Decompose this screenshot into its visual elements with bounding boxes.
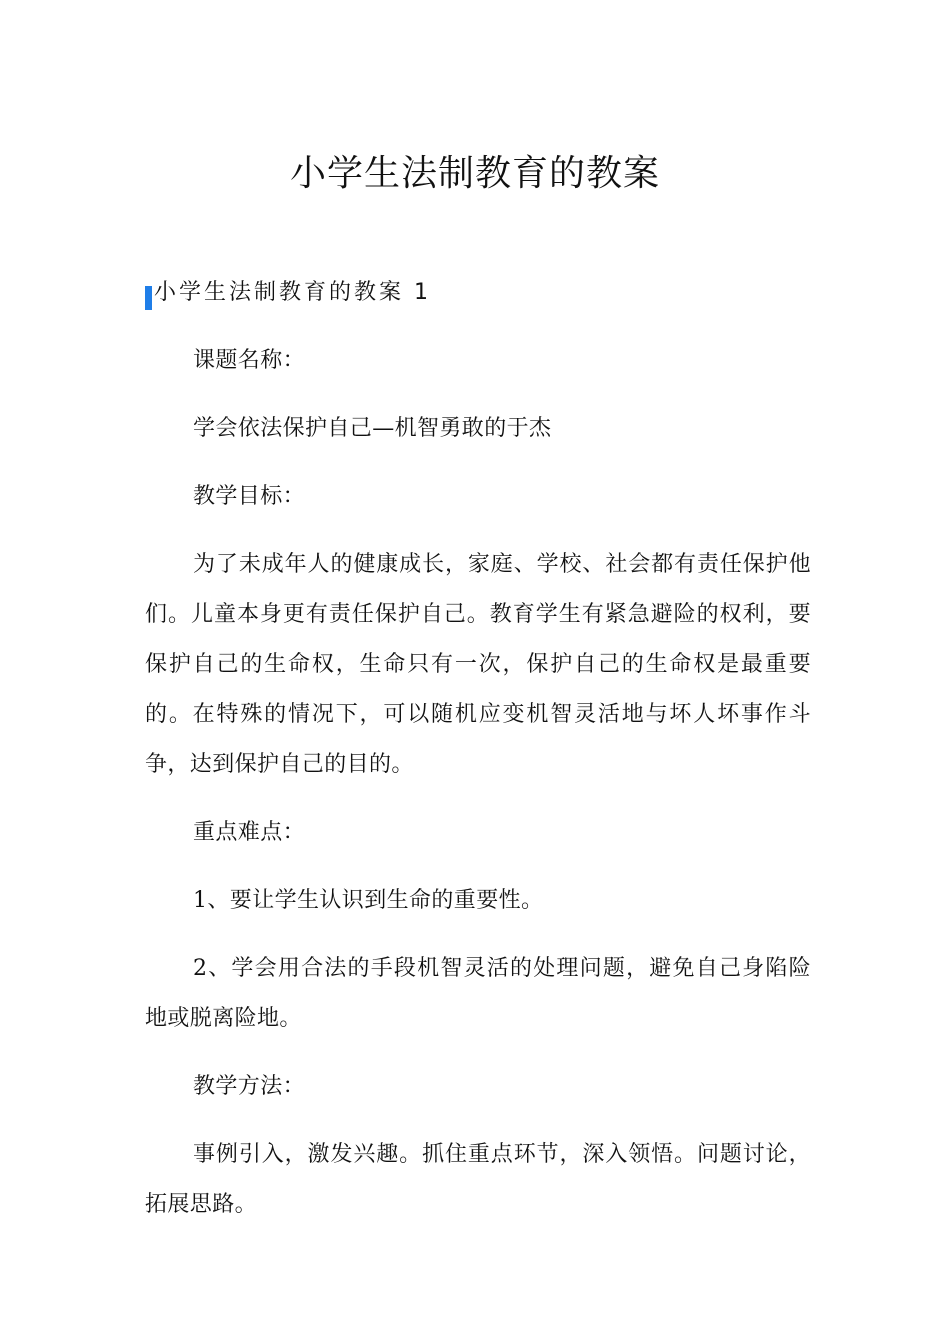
document-title: 小学生法制教育的教案 xyxy=(289,153,660,194)
section-heading xyxy=(145,276,805,310)
paragraph-methods-label: 教学方法： xyxy=(193,1074,306,1099)
heading-marker-icon xyxy=(145,286,152,310)
paragraph-goals-text: 为了未成年人的健康成长，家庭、学校、社会都有责任保护他们。儿童本身更有责任保护自己。教育学生有紧急避险的权利，要保护自己的生命权，生命只有一次，保护自己的生命权是最重要的。在特殊的情况下，可以随机应变机智灵活地与坏人坏事作斗争，达到保护自己的目的。 xyxy=(145,552,811,777)
paragraph-topic-name: 学会依法保护自己—机智勇敢的于杰 xyxy=(193,416,552,441)
paragraph-keypoint-2: 2、学会用合法的手段机智灵活的处理问题，避免自己身陷险地或脱离险地。 xyxy=(145,956,811,1031)
paragraph-methods-text: 事例引入，激发兴趣。抓住重点环节，深入领悟。问题讨论，拓展思路。 xyxy=(145,1142,811,1217)
document-body xyxy=(145,336,811,1248)
paragraph-goals-label: 教学目标： xyxy=(193,484,306,509)
paragraph-topic-label: 课题名称： xyxy=(193,348,306,373)
section-heading-text: 小学生法制教育的教案 1 xyxy=(154,280,431,305)
paragraph-keypoints-label: 重点难点： xyxy=(193,820,306,845)
paragraph-keypoint-1: 1、要让学生认识到生命的重要性。 xyxy=(193,888,544,913)
